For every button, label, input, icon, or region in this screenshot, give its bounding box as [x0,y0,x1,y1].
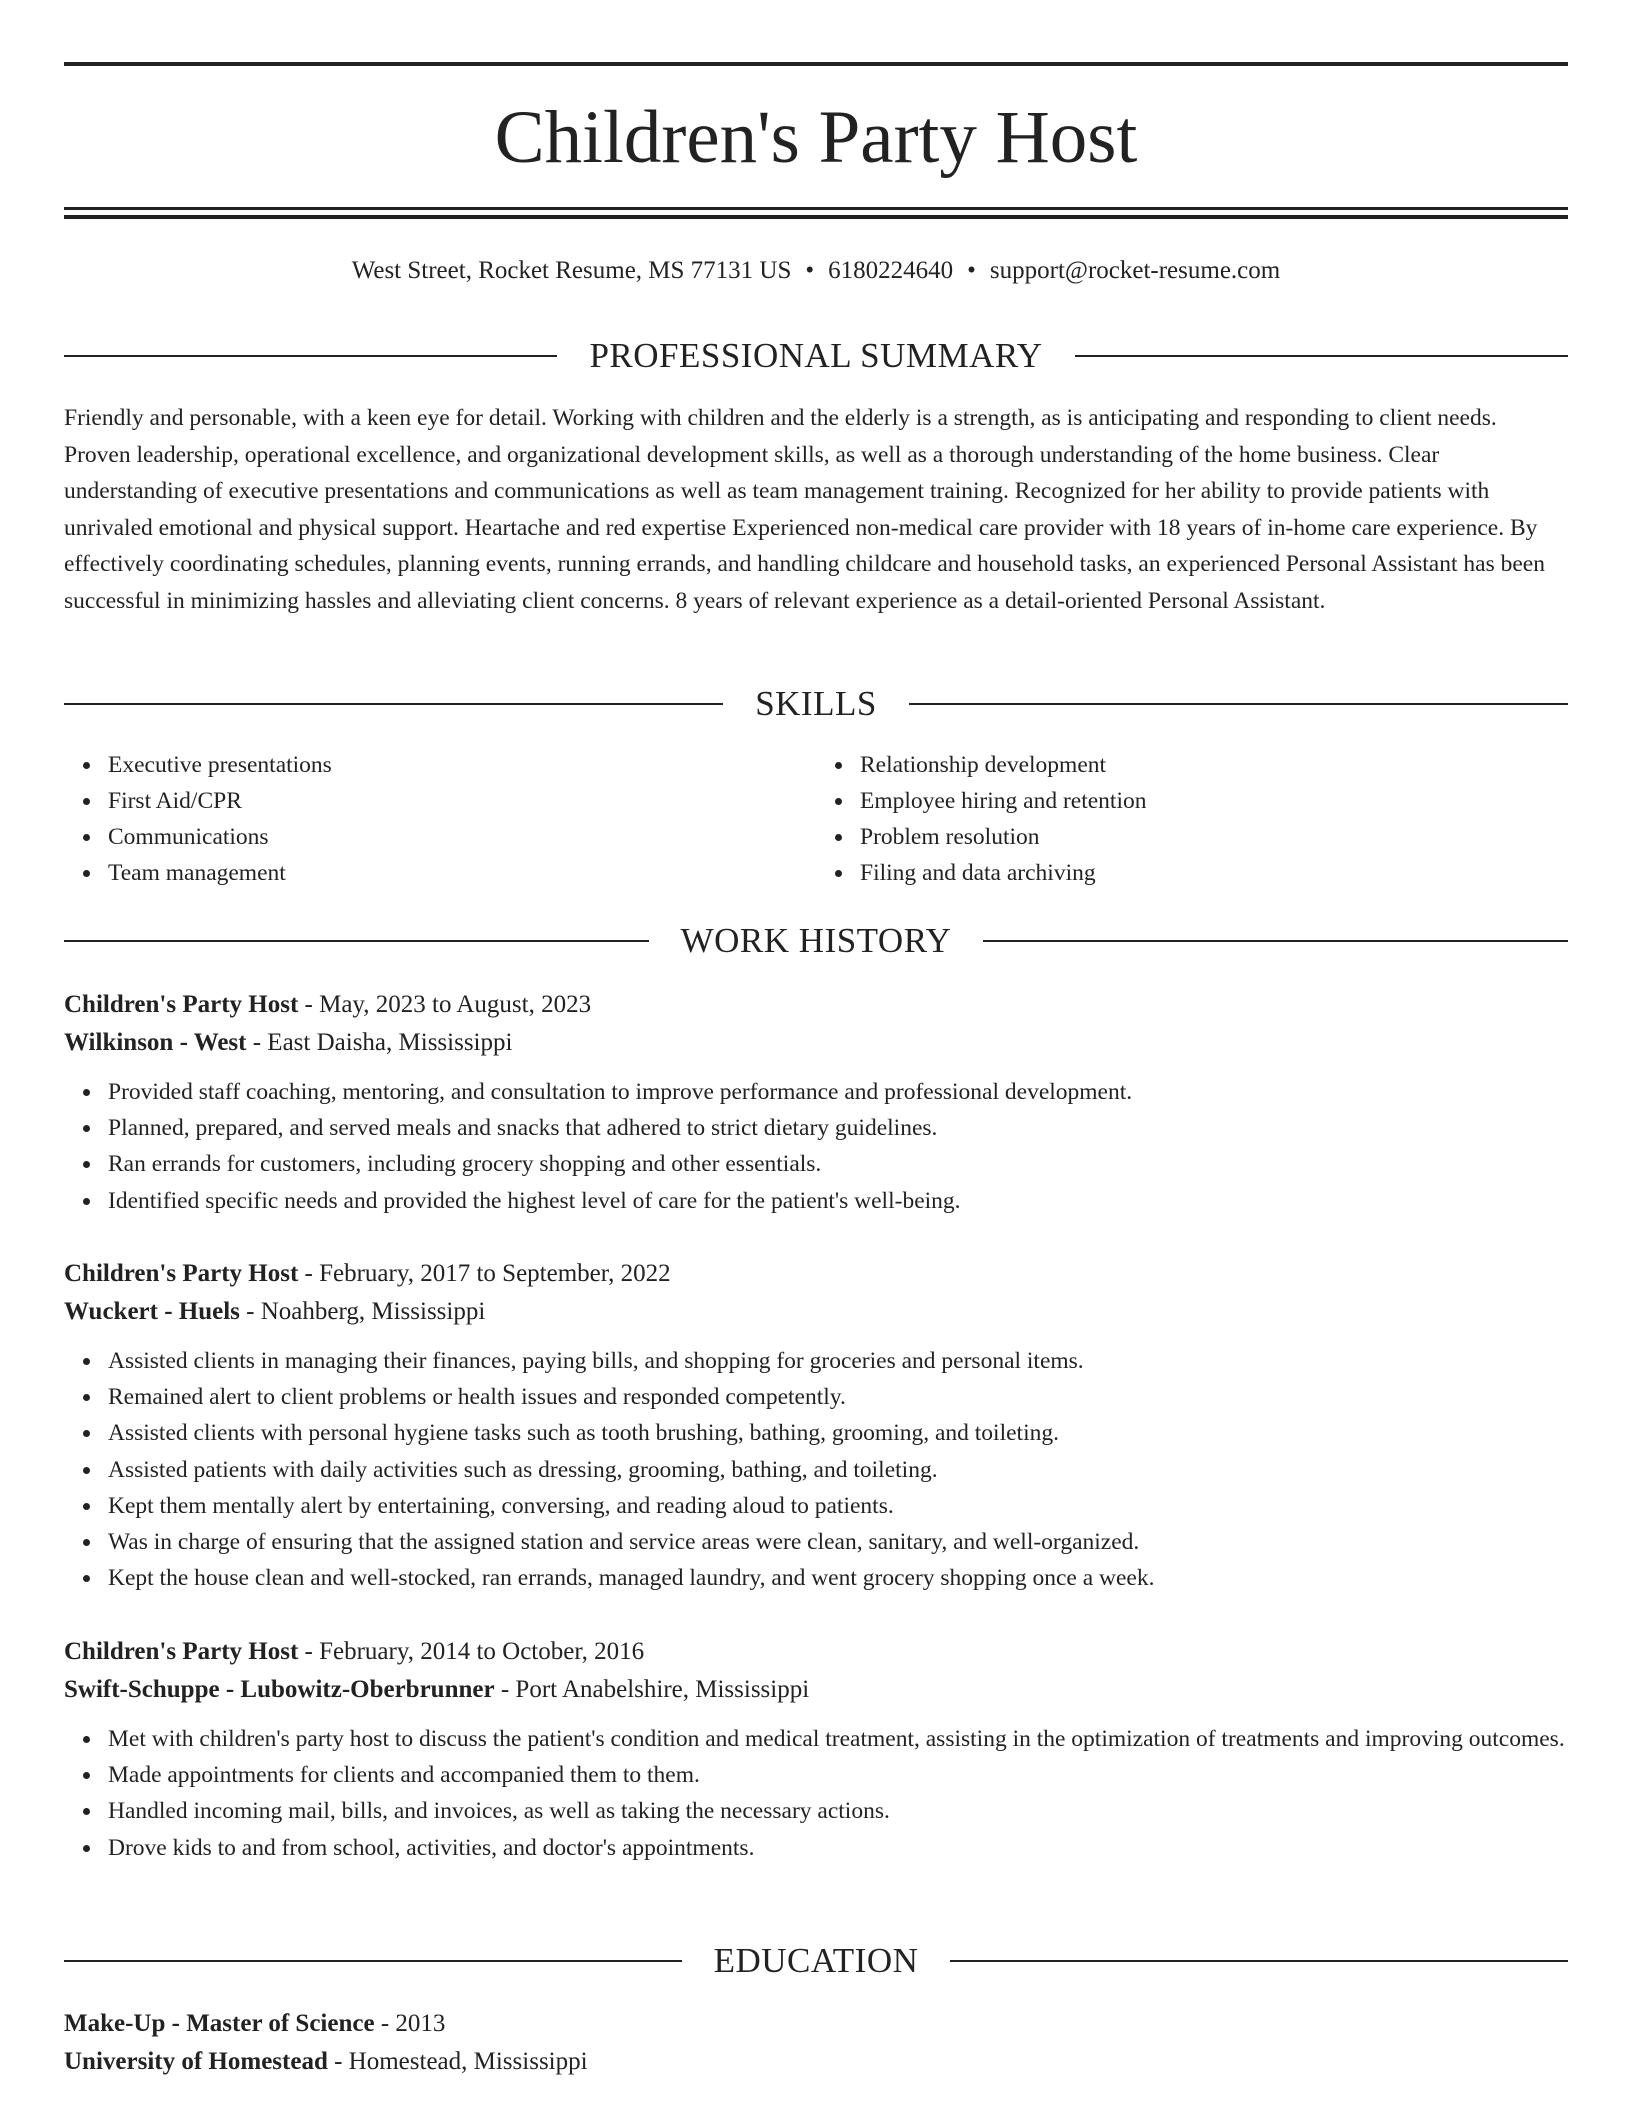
job-company-line [64,1671,1568,1709]
skill-item: Employee hiring and retention [860,783,1568,819]
professional-summary-text: Friendly and personable, with a keen eye for detail. Working with children and the elderly is a strength, as is anticipating and responding to client needs. Proven leadership, operational excellence, and organizational development skills, as well as a thorough understanding of the home business. Clear understanding of executive presentations and communications as well as team management training. Recognized for her ability to provide patients with unrivaled emotional and physical support. Heartache and red expertise Experienced non-medical care provider with 18 years of in-home care experience. By effectively coordinating schedules, planning events, running errands, and handling childcare and household tasks, an experienced Personal Assistant has been successful in minimizing hassles and alleviating client concerns. 8 years of relevant experience as a detail-oriented Personal Assistant. [64,405,1545,614]
job-company: Swift-Schuppe - Lubowitz-Oberbrunner [64,1676,495,1703]
section-title: EDUCATION [713,1941,919,1980]
divider-line [983,940,1568,942]
header-top-rule [64,62,1568,66]
skill-item: Team management [108,855,816,891]
degree-line [64,2005,1568,2043]
degree: Make-Up - Master of Science [64,2010,375,2037]
job-duties [64,1721,1568,1866]
divider-line [64,703,723,705]
skill-item: First Aid/CPR [108,783,816,819]
section-title: PROFESSIONAL SUMMARY [589,336,1043,375]
skills-column-right [816,747,1568,891]
job-dates: - February, 2014 to October, 2016 [298,1638,645,1665]
contact-phone: 6180224640 [828,257,954,284]
education-entry [64,2005,1568,2081]
job-title-line [64,986,1568,1024]
job-location: - East Daisha, Mississippi [246,1029,513,1056]
job-duty: Kept the house clean and well-stocked, ran errands, managed laundry, and went grocery shopping once a week. [108,1560,1568,1596]
section-heading-summary [64,334,1568,378]
contact-separator: • [805,257,815,284]
job-company: Wilkinson - West [64,1029,247,1056]
job-duty: Drove kids to and from school, activities, and doctor's appointments. [108,1830,1568,1866]
divider-line [1075,355,1568,357]
header-bottom-rule-double [64,215,1568,219]
job-duty: Made appointments for clients and accompanied them to them. [108,1757,1568,1793]
job-entry [64,986,1568,1219]
job-title: Children's Party Host [64,1638,299,1665]
skills-column-left [64,747,816,891]
job-duty: Provided staff coaching, mentoring, and consultation to improve performance and professional development. [108,1074,1568,1110]
divider-line [950,1960,1568,1962]
job-duty: Kept them mentally alert by entertaining, conversing, and reading aloud to patients. [108,1488,1568,1524]
header-bottom-rule [64,207,1568,210]
divider-line [64,355,557,357]
job-company: Wuckert - Huels [64,1298,240,1325]
job-duty: Assisted patients with daily activities such as dressing, grooming, bathing, and toileting. [108,1452,1568,1488]
job-company-line [64,1293,1568,1331]
skill-item: Communications [108,819,816,855]
skills-list [64,747,1568,891]
section-heading-skills [64,682,1568,726]
job-duties [64,1074,1568,1219]
job-duty: Planned, prepared, and served meals and snacks that adhered to strict dietary guidelines. [108,1110,1568,1146]
job-duty: Remained alert to client problems or health issues and responded competently. [108,1379,1568,1415]
section-title: SKILLS [755,684,877,723]
skill-item: Executive presentations [108,747,816,783]
contact-separator: • [967,257,976,284]
section-heading-work-history [64,919,1568,963]
job-duties [64,1343,1568,1596]
job-duty: Met with children's party host to discuss the patient's condition and medical treatment, assisting in the optimization of treatments and improving outcomes. [108,1721,1568,1757]
job-location: - Port Anabelshire, Mississippi [494,1676,810,1703]
contact-email: support@rocket-resume.com [989,257,1281,284]
school-line [64,2043,1568,2081]
divider-line [909,703,1568,705]
divider-line [64,940,649,942]
job-title-line [64,1255,1568,1293]
job-duty: Identified specific needs and provided the highest level of care for the patient's well-being. [108,1183,1568,1219]
job-duty: Assisted clients in managing their finances, paying bills, and shopping for groceries and personal items. [108,1343,1568,1379]
graduation-year: - 2013 [374,2010,446,2037]
contact-address: West Street, Rocket Resume, MS 77131 US [351,257,792,284]
section-title: WORK HISTORY [680,921,952,960]
job-duty: Was in charge of ensuring that the assigned station and service areas were clean, sanitary, and well-organized. [108,1524,1568,1560]
section-heading-education [64,1939,1568,1983]
skill-item: Filing and data archiving [860,855,1568,891]
job-duty: Handled incoming mail, bills, and invoices, as well as taking the necessary actions. [108,1793,1568,1829]
candidate-name: Children's Party Host [494,96,1138,179]
job-title: Children's Party Host [64,1260,299,1287]
job-location: - Noahberg, Mississippi [239,1298,486,1325]
divider-line [64,1960,682,1962]
job-dates: - May, 2023 to August, 2023 [298,991,592,1018]
skill-item: Problem resolution [860,819,1568,855]
job-duty: Ran errands for customers, including grocery shopping and other essentials. [108,1146,1568,1182]
skill-item: Relationship development [860,747,1568,783]
job-entry [64,1255,1568,1596]
job-title-line [64,1633,1568,1671]
school-location: - Homestead, Mississippi [327,2048,588,2075]
contact-line [64,254,1568,288]
school-name: University of Homestead [64,2048,328,2075]
job-title: Children's Party Host [64,991,299,1018]
job-duty: Assisted clients with personal hygiene tasks such as tooth brushing, bathing, grooming, and toileting. [108,1415,1568,1451]
job-company-line [64,1024,1568,1062]
job-entry [64,1633,1568,1866]
job-dates: - February, 2017 to September, 2022 [298,1260,671,1287]
